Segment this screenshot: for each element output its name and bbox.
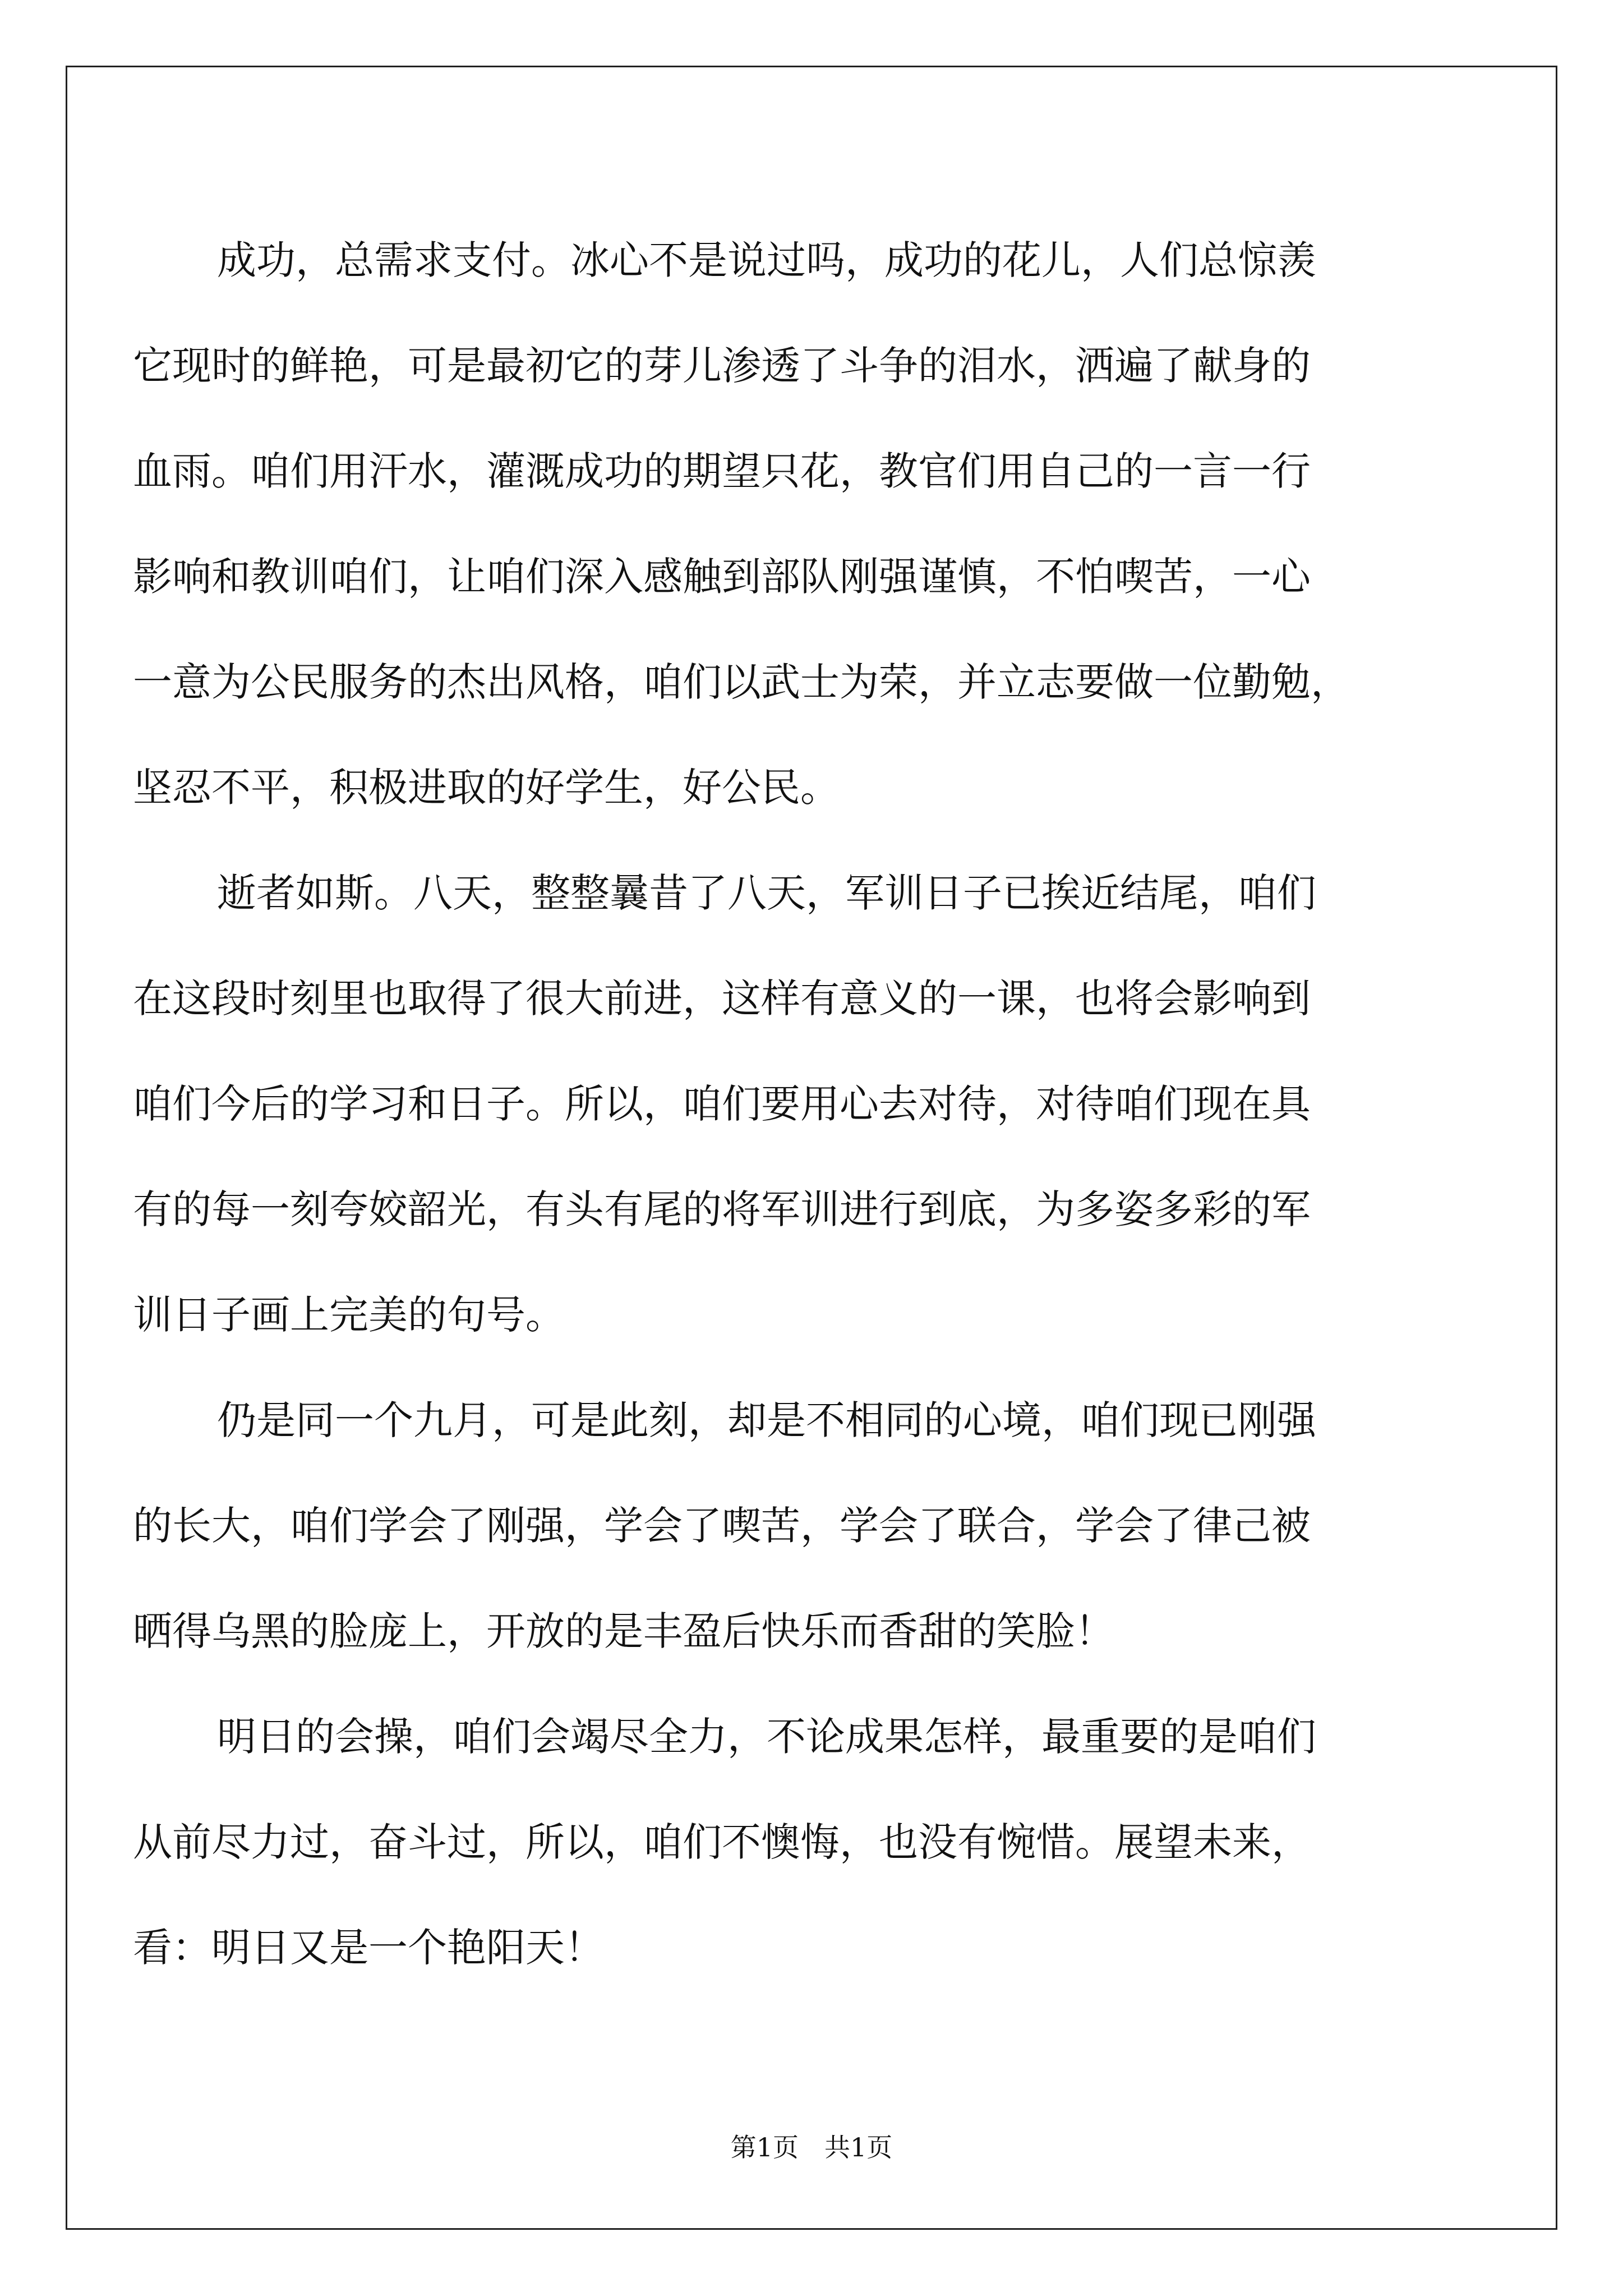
text-line: 明日的会操，咱们会竭尽全力，不论成果怎样，最重要的是咱们 [217, 1714, 1316, 1760]
paragraph-1 [133, 208, 1490, 840]
text-line: 逝者如斯。八天，整整曩昔了八天，军训日子已挨近结尾，咱们 [217, 870, 1316, 916]
paragraph-2 [133, 840, 1490, 1368]
text-line: 坚忍不平，积极进取的好学生，好公民。 [133, 765, 840, 811]
text-line: 咱们今后的学习和日子。所以，咱们要用心去对待，对待咱们现在具 [133, 1081, 1311, 1127]
text-line: 看：明日又是一个艳阳天！ [133, 1925, 604, 1971]
page-footer [0, 2131, 1623, 2164]
text-line: 有的每一刻夸姣韶光，有头有尾的将军训进行到底，为多姿多彩的军 [133, 1186, 1311, 1232]
text-line: 的长大，咱们学会了刚强，学会了喫苦，学会了联合，学会了律己被 [133, 1503, 1311, 1549]
text-line: 它现时的鲜艳，可是最初它的芽儿渗透了斗争的泪水，洒遍了献身的 [133, 343, 1311, 389]
text-line: 在这段时刻里也取得了很大前进，这样有意义的一课，也将会影响到 [133, 976, 1311, 1022]
text-line: 影响和教训咱们，让咱们深入感触到部队刚强谨慎，不怕喫苦，一心 [133, 554, 1311, 600]
paragraph-4 [133, 1684, 1490, 2000]
page-total: 共1页 [824, 2132, 893, 2162]
page-number: 第1页 [730, 2132, 799, 2162]
text-line: 一意为公民服务的杰出风格，咱们以武士为荣，并立志要做一位勤勉， [133, 659, 1350, 705]
text-line: 仍是同一个九月，可是此刻，却是不相同的心境，咱们现已刚强 [217, 1397, 1316, 1443]
text-line: 训日子画上完美的句号。 [133, 1292, 565, 1338]
document-body [133, 208, 1490, 2000]
text-line: 成功，总需求支付。冰心不是说过吗，成功的花儿，人们总惊羡 [217, 237, 1316, 283]
text-line: 从前尽力过，奋斗过，所以，咱们不懊悔，也没有惋惜。展望未来， [133, 1819, 1311, 1865]
text-line: 血雨。咱们用汗水，灌溉成功的期望只花，教官们用自己的一言一行 [133, 448, 1311, 494]
paragraph-3 [133, 1368, 1490, 1684]
text-line: 晒得乌黑的脸庞上，开放的是丰盈后快乐而香甜的笑脸！ [133, 1608, 1114, 1654]
